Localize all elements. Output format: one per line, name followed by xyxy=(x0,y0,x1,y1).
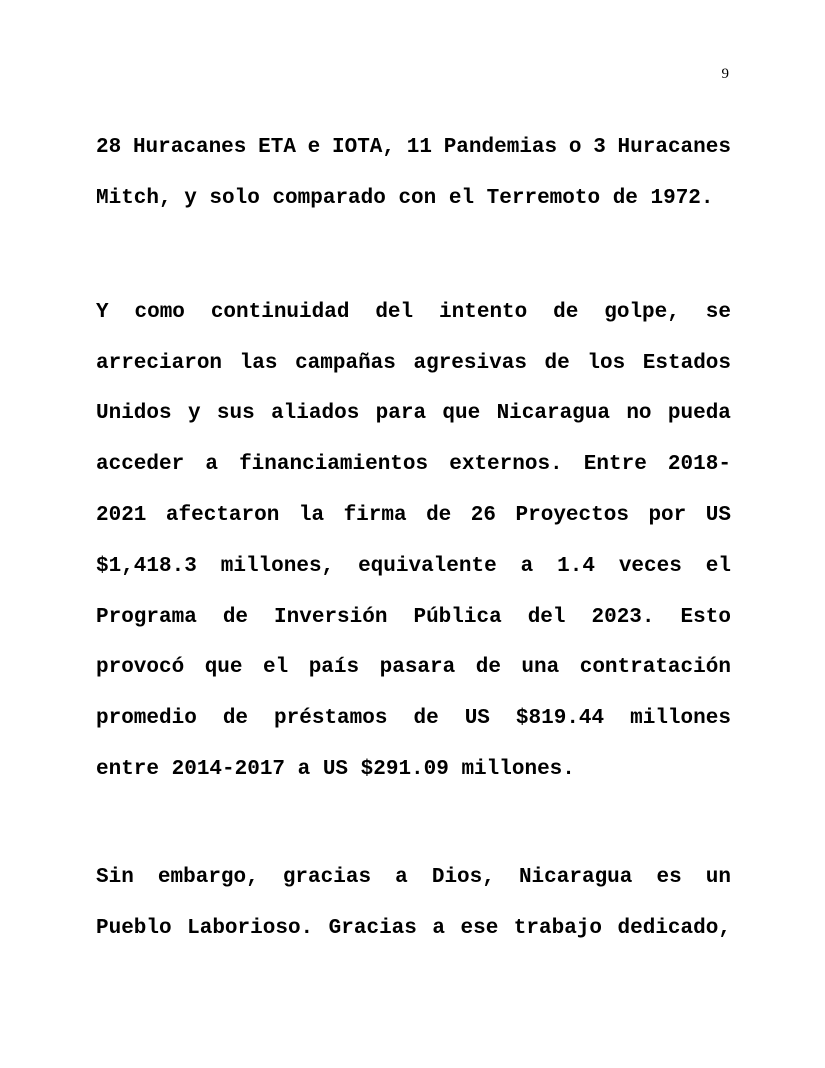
word: los xyxy=(587,351,626,375)
text-line xyxy=(96,592,731,643)
word: e xyxy=(307,135,321,159)
word: agresivas xyxy=(413,351,527,375)
word: a xyxy=(297,758,311,782)
word: una xyxy=(521,656,560,680)
word: Laborioso. xyxy=(187,916,314,940)
word: Gracias xyxy=(328,916,417,940)
text-line xyxy=(96,173,731,224)
text-line xyxy=(96,338,731,389)
text-line xyxy=(96,693,731,744)
word: que xyxy=(204,656,243,680)
word: del xyxy=(527,605,566,629)
word: préstamos xyxy=(274,707,388,731)
word: provocó xyxy=(96,656,185,680)
word: dedicado, xyxy=(617,916,731,940)
word: Inversión xyxy=(274,605,388,629)
word: intento xyxy=(439,300,528,324)
word: IOTA, xyxy=(332,135,396,159)
text-line xyxy=(96,903,731,954)
word: y xyxy=(187,402,201,426)
word: de xyxy=(426,504,452,528)
text-line xyxy=(96,389,731,440)
word: US xyxy=(322,758,349,782)
word: millones. xyxy=(461,758,575,782)
word: ese xyxy=(460,916,499,940)
word: Pandemias xyxy=(443,135,558,159)
word: solo xyxy=(209,186,260,210)
word: como xyxy=(134,300,185,324)
word: de xyxy=(544,351,570,375)
word: 2018- xyxy=(667,453,731,477)
word: $291.09 xyxy=(360,758,449,782)
word: de xyxy=(413,707,439,731)
text-line xyxy=(96,287,731,338)
word: Nicaragua xyxy=(496,402,610,426)
word: aliados xyxy=(271,402,360,426)
text-line xyxy=(96,541,731,592)
word: 11 xyxy=(406,135,432,159)
word: no xyxy=(626,402,652,426)
word: trabajo xyxy=(513,916,603,940)
word: 26 xyxy=(470,504,497,528)
word: Y xyxy=(96,300,109,324)
word: millones xyxy=(630,707,731,731)
word: a xyxy=(432,916,445,940)
word: veces xyxy=(618,554,682,578)
word: 2021 xyxy=(96,504,147,528)
word: por xyxy=(648,504,687,528)
word: sus xyxy=(216,402,255,426)
word: gracias xyxy=(282,865,372,889)
page-number: 9 xyxy=(721,66,729,82)
word: se xyxy=(705,300,731,324)
text-line xyxy=(96,439,731,490)
text-line xyxy=(96,490,731,541)
word: millones, xyxy=(220,554,335,578)
word: país xyxy=(308,656,360,680)
word: entre xyxy=(96,758,160,782)
word: del xyxy=(375,300,414,324)
word: promedio xyxy=(96,707,197,731)
word: el xyxy=(705,554,731,578)
word: a xyxy=(520,554,534,578)
word: embargo, xyxy=(157,865,259,889)
word: 2014-2017 xyxy=(171,758,286,782)
word: $819.44 xyxy=(515,707,605,731)
word: de xyxy=(553,300,579,324)
word: Entre xyxy=(583,453,647,477)
word: pasara xyxy=(379,656,456,680)
word: es xyxy=(656,865,682,889)
word: externos. xyxy=(449,453,563,477)
word: US xyxy=(464,707,490,731)
word: comparado xyxy=(272,186,386,210)
text-line xyxy=(96,852,731,903)
word: 3 xyxy=(593,135,606,159)
word: de xyxy=(612,186,638,210)
word: Terremoto xyxy=(486,186,601,210)
word: con xyxy=(398,186,437,210)
text-line xyxy=(96,744,731,795)
word: Sin xyxy=(96,865,134,889)
word: y xyxy=(184,186,197,210)
word: equivalente xyxy=(358,554,497,578)
text-line xyxy=(96,122,731,173)
word: Proyectos xyxy=(515,504,629,528)
word: el xyxy=(448,186,475,210)
word: un xyxy=(705,865,731,889)
word: el xyxy=(263,656,289,680)
word: a xyxy=(205,453,218,477)
word: arreciaron xyxy=(96,351,223,375)
word: de xyxy=(475,656,501,680)
word: campañas xyxy=(295,351,396,375)
word: 1.4 xyxy=(557,554,595,578)
word: Unidos xyxy=(96,402,172,426)
word: acceder xyxy=(96,453,185,477)
word: Pueblo xyxy=(96,916,172,940)
word: golpe, xyxy=(604,300,680,324)
paragraph-1 xyxy=(96,122,731,224)
word: a xyxy=(395,865,408,889)
text-line xyxy=(96,643,731,694)
word: de xyxy=(222,605,249,629)
word: afectaron xyxy=(165,504,280,528)
word: contratación xyxy=(579,656,731,680)
word: Huracanes xyxy=(132,135,247,159)
word: Nicaragua xyxy=(518,865,633,889)
word: continuidad xyxy=(210,300,350,324)
word: las xyxy=(239,351,278,375)
paragraph-3 xyxy=(96,852,731,954)
word: para xyxy=(375,402,427,426)
word: 2023. xyxy=(591,605,655,629)
word: Programa xyxy=(96,605,197,629)
word: $1,418.3 xyxy=(96,554,197,578)
word: Mitch, xyxy=(96,186,172,210)
word: Estados xyxy=(642,351,731,375)
word: Esto xyxy=(680,605,731,629)
word: 28 xyxy=(96,135,122,159)
word: la xyxy=(298,504,325,528)
word: 1972. xyxy=(650,186,714,210)
paragraph-2 xyxy=(96,287,731,795)
word: financiamientos xyxy=(239,453,429,477)
word: de xyxy=(222,707,249,731)
word: Huracanes xyxy=(617,135,731,159)
word: o xyxy=(568,135,582,159)
word: firma xyxy=(343,504,407,528)
word: que xyxy=(442,402,481,426)
word: US xyxy=(705,504,731,528)
word: Dios, xyxy=(431,865,495,889)
word: pueda xyxy=(667,402,731,426)
word: Pública xyxy=(413,605,502,629)
word: ETA xyxy=(258,135,296,159)
